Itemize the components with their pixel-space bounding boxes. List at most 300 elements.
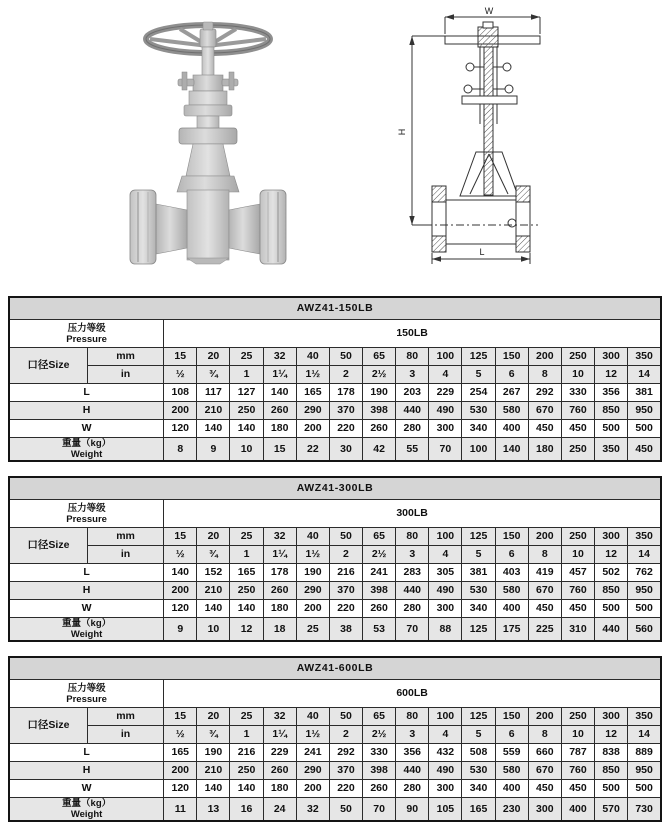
flange-left-section: [432, 186, 446, 252]
valve-body-section: [446, 152, 518, 244]
size-mm-value: 40: [296, 708, 329, 726]
dim-value: 200: [164, 582, 197, 600]
size-in-value: 1½: [296, 726, 329, 744]
pressure-label: 压力等级 Pressure: [9, 500, 164, 528]
dim-value: 10: [197, 618, 230, 642]
dim-value: 180: [528, 438, 561, 462]
dim-value: 580: [495, 762, 528, 780]
gate-valve-photo: [118, 12, 298, 268]
dim-value: 530: [462, 582, 495, 600]
dim-value: 292: [528, 384, 561, 402]
dim-value: 381: [628, 384, 661, 402]
dim-value: 450: [561, 780, 594, 798]
dim-value: 220: [329, 420, 362, 438]
dim-value: 210: [197, 582, 230, 600]
hub-right: [229, 204, 260, 254]
mm-label: mm: [87, 708, 163, 726]
spec-table-2: [8, 476, 662, 642]
dim-value: 55: [396, 438, 429, 462]
pressure-label: 压力等级 Pressure: [9, 680, 164, 708]
size-mm-value: 65: [363, 528, 396, 546]
flange-right-section: [516, 186, 530, 252]
size-in-value: 8: [528, 366, 561, 384]
size-mm-value: 125: [462, 348, 495, 366]
size-mm-value: 40: [296, 528, 329, 546]
size-mm-value: 20: [197, 708, 230, 726]
dim-value: 22: [296, 438, 329, 462]
dim-value: 241: [363, 564, 396, 582]
dim-value: 450: [561, 600, 594, 618]
dim-value: 280: [396, 780, 429, 798]
size-mm-value: 25: [230, 708, 263, 726]
dim-value: 300: [528, 798, 561, 822]
dim-value: 88: [429, 618, 462, 642]
size-in-value: 3: [396, 726, 429, 744]
size-mm-value: 20: [197, 348, 230, 366]
spec-tables-area: [0, 296, 670, 822]
pressure-label: 压力等级 Pressure: [9, 320, 164, 348]
hub-left: [156, 204, 187, 254]
dim-value: 340: [462, 420, 495, 438]
gate-valve-drawing: [392, 4, 574, 268]
size-in-value: 2: [329, 366, 362, 384]
mm-label: mm: [87, 528, 163, 546]
dim-label-H: H: [9, 582, 164, 600]
size-in-value: 3: [396, 366, 429, 384]
size-mm-value: 125: [462, 528, 495, 546]
size-mm-value: 65: [363, 708, 396, 726]
gate-valve-drawing-svg: [392, 4, 574, 268]
size-label: 口径Size: [9, 348, 87, 384]
dim-value: 200: [296, 780, 329, 798]
dim-value: 760: [561, 402, 594, 420]
dim-value: 53: [363, 618, 396, 642]
size-mm-value: 350: [628, 528, 661, 546]
size-mm-value: 350: [628, 708, 661, 726]
size-mm-value: 32: [263, 708, 296, 726]
in-label: in: [87, 726, 163, 744]
dim-value: 260: [363, 420, 396, 438]
dim-value: 16: [230, 798, 263, 822]
dim-value: 400: [495, 420, 528, 438]
dim-value: 140: [230, 600, 263, 618]
size-in-value: 2½: [363, 726, 396, 744]
dim-value: 175: [495, 618, 528, 642]
size-label: 口径Size: [9, 708, 87, 744]
dim-label-W: W: [9, 780, 164, 798]
dim-value: 340: [462, 780, 495, 798]
size-mm-value: 350: [628, 348, 661, 366]
weight-label: 重量（kg） Weight: [9, 438, 164, 462]
size-mm-value: 15: [164, 708, 197, 726]
dim-value: 580: [495, 582, 528, 600]
dim-value: 105: [429, 798, 462, 822]
dim-value: 140: [197, 600, 230, 618]
l-dimension-label: L: [479, 247, 485, 257]
dim-value: 220: [329, 780, 362, 798]
size-label: 口径Size: [9, 528, 87, 564]
dim-value: 11: [164, 798, 197, 822]
dim-value: 260: [263, 582, 296, 600]
dim-value: 450: [628, 438, 661, 462]
size-mm-value: 20: [197, 528, 230, 546]
dim-value: 42: [363, 438, 396, 462]
dim-value: 140: [495, 438, 528, 462]
size-mm-value: 50: [329, 708, 362, 726]
table-title: AWZ41-300LB: [9, 477, 661, 500]
dim-value: 300: [429, 600, 462, 618]
dim-value: 400: [495, 780, 528, 798]
drain-plug: [508, 219, 516, 227]
dim-value: 760: [561, 582, 594, 600]
dim-value: 670: [528, 582, 561, 600]
dim-value: 250: [230, 402, 263, 420]
dim-value: 530: [462, 762, 495, 780]
size-in-value: 10: [561, 366, 594, 384]
dim-value: 450: [528, 600, 561, 618]
dim-value: 760: [561, 762, 594, 780]
pressure-value: 600LB: [164, 680, 661, 708]
dim-value: 254: [462, 384, 495, 402]
size-in-value: 5: [462, 366, 495, 384]
dim-value: 370: [329, 762, 362, 780]
size-mm-value: 100: [429, 528, 462, 546]
dim-value: 210: [197, 402, 230, 420]
dim-value: 370: [329, 402, 362, 420]
dim-value: 180: [263, 780, 296, 798]
dim-value: 440: [595, 618, 628, 642]
dim-value: 190: [363, 384, 396, 402]
size-in-value: 1¼: [263, 726, 296, 744]
dim-value: 230: [495, 798, 528, 822]
dim-value: 25: [296, 618, 329, 642]
dim-value: 398: [363, 582, 396, 600]
dim-value: 838: [595, 744, 628, 762]
dim-value: 490: [429, 402, 462, 420]
dim-value: 950: [628, 402, 661, 420]
dim-value: 560: [628, 618, 661, 642]
weight-label: 重量（kg） Weight: [9, 798, 164, 822]
flange-left: [130, 190, 156, 264]
dim-value: 70: [396, 618, 429, 642]
size-in-value: 2: [329, 546, 362, 564]
size-mm-value: 65: [363, 348, 396, 366]
dim-value: 8: [164, 438, 197, 462]
dim-value: 12: [230, 618, 263, 642]
size-mm-value: 200: [528, 528, 561, 546]
dim-value: 330: [363, 744, 396, 762]
w-dimension-label: W: [484, 6, 494, 16]
spec-table-container-600lb: [0, 656, 670, 822]
dim-value: 140: [263, 384, 296, 402]
dim-value: 490: [429, 762, 462, 780]
dim-value: 381: [462, 564, 495, 582]
dim-value: 440: [396, 762, 429, 780]
dim-value: 660: [528, 744, 561, 762]
dim-value: 225: [528, 618, 561, 642]
dim-value: 450: [528, 780, 561, 798]
size-in-value: 1: [230, 726, 263, 744]
dim-value: 350: [595, 438, 628, 462]
weight-label: 重量（kg） Weight: [9, 618, 164, 642]
size-in-value: 8: [528, 726, 561, 744]
size-in-value: 5: [462, 546, 495, 564]
size-mm-value: 150: [495, 528, 528, 546]
size-in-value: 14: [628, 546, 661, 564]
size-mm-value: 300: [595, 528, 628, 546]
size-in-value: 2: [329, 726, 362, 744]
dim-value: 260: [263, 402, 296, 420]
size-in-value: ¾: [197, 546, 230, 564]
dim-value: 400: [495, 600, 528, 618]
size-in-value: 1: [230, 546, 263, 564]
dim-value: 241: [296, 744, 329, 762]
table-title: AWZ41-150LB: [9, 297, 661, 320]
dim-value: 730: [628, 798, 661, 822]
size-mm-value: 80: [396, 348, 429, 366]
dim-value: 283: [396, 564, 429, 582]
size-in-value: 6: [495, 546, 528, 564]
dim-value: 500: [595, 600, 628, 618]
dim-value: 280: [396, 420, 429, 438]
table-title: AWZ41-600LB: [9, 657, 661, 680]
size-in-value: 1½: [296, 366, 329, 384]
dim-value: 490: [429, 582, 462, 600]
dim-value: 120: [164, 780, 197, 798]
dim-value: 140: [197, 780, 230, 798]
dim-value: 140: [230, 420, 263, 438]
dim-value: 305: [429, 564, 462, 582]
size-mm-value: 32: [263, 528, 296, 546]
dim-value: 125: [462, 618, 495, 642]
size-in-value: 8: [528, 546, 561, 564]
dim-value: 210: [197, 762, 230, 780]
flange-right: [260, 190, 286, 264]
bonnet: [179, 116, 237, 176]
size-in-value: 2½: [363, 366, 396, 384]
dim-value: 140: [197, 420, 230, 438]
size-mm-value: 50: [329, 348, 362, 366]
size-mm-value: 80: [396, 528, 429, 546]
dim-value: 500: [628, 420, 661, 438]
dim-value: 450: [561, 420, 594, 438]
dim-value: 24: [263, 798, 296, 822]
size-in-value: 12: [595, 726, 628, 744]
dim-value: 260: [363, 600, 396, 618]
dim-value: 180: [263, 600, 296, 618]
dim-label-H: H: [9, 762, 164, 780]
stem: [202, 47, 214, 77]
stem-section: [480, 47, 497, 195]
size-in-value: ¾: [197, 726, 230, 744]
dim-value: 310: [561, 618, 594, 642]
dim-value: 216: [329, 564, 362, 582]
dim-value: 18: [263, 618, 296, 642]
dim-value: 260: [263, 762, 296, 780]
dim-value: 290: [296, 762, 329, 780]
dim-value: 50: [329, 798, 362, 822]
dim-value: 127: [230, 384, 263, 402]
dim-value: 500: [628, 600, 661, 618]
dim-value: 280: [396, 600, 429, 618]
dim-value: 70: [363, 798, 396, 822]
dim-value: 250: [561, 438, 594, 462]
size-in-value: 5: [462, 726, 495, 744]
dim-value: 180: [263, 420, 296, 438]
size-in-value: 6: [495, 366, 528, 384]
size-mm-value: 150: [495, 348, 528, 366]
dim-value: 850: [595, 582, 628, 600]
valve-body: [156, 176, 260, 264]
dim-value: 90: [396, 798, 429, 822]
dim-value: 370: [329, 582, 362, 600]
dim-value: 9: [164, 618, 197, 642]
size-mm-value: 15: [164, 528, 197, 546]
size-in-value: 10: [561, 546, 594, 564]
figure-area: [0, 0, 670, 296]
dim-value: 398: [363, 402, 396, 420]
dim-value: 500: [595, 420, 628, 438]
size-in-value: 1½: [296, 546, 329, 564]
dim-value: 190: [197, 744, 230, 762]
spec-table-container-300lb: [0, 476, 670, 642]
dim-value: 500: [595, 780, 628, 798]
dim-value: 200: [164, 762, 197, 780]
dim-value: 203: [396, 384, 429, 402]
size-mm-value: 50: [329, 528, 362, 546]
size-mm-value: 100: [429, 348, 462, 366]
dim-value: 340: [462, 600, 495, 618]
size-in-value: 14: [628, 726, 661, 744]
dim-value: 889: [628, 744, 661, 762]
dim-value: 267: [495, 384, 528, 402]
size-in-value: 1: [230, 366, 263, 384]
dim-label-L: L: [9, 564, 164, 582]
dim-value: 950: [628, 762, 661, 780]
size-mm-value: 150: [495, 708, 528, 726]
yoke-flange: [462, 96, 517, 104]
dim-value: 216: [230, 744, 263, 762]
yoke-packing: [178, 72, 238, 116]
dim-value: 178: [263, 564, 296, 582]
size-mm-value: 15: [164, 348, 197, 366]
size-in-value: 12: [595, 366, 628, 384]
size-in-value: 4: [429, 726, 462, 744]
dim-value: 152: [197, 564, 230, 582]
dim-value: 400: [561, 798, 594, 822]
size-in-value: 2½: [363, 546, 396, 564]
size-mm-value: 250: [561, 348, 594, 366]
dim-value: 38: [329, 618, 362, 642]
dim-value: 32: [296, 798, 329, 822]
dim-value: 140: [230, 780, 263, 798]
dim-value: 530: [462, 402, 495, 420]
size-in-value: 4: [429, 546, 462, 564]
spec-table-3: [8, 656, 662, 822]
dim-value: 200: [296, 600, 329, 618]
dim-value: 762: [628, 564, 661, 582]
size-in-value: 3: [396, 546, 429, 564]
dim-value: 117: [197, 384, 230, 402]
dim-value: 403: [495, 564, 528, 582]
size-in-value: 6: [495, 726, 528, 744]
dim-value: 229: [263, 744, 296, 762]
dim-value: 457: [561, 564, 594, 582]
dim-value: 250: [230, 582, 263, 600]
dim-value: 850: [595, 402, 628, 420]
pressure-value: 300LB: [164, 500, 661, 528]
dim-value: 292: [329, 744, 362, 762]
dim-label-L: L: [9, 384, 164, 402]
dim-value: 502: [595, 564, 628, 582]
dim-label-L: L: [9, 744, 164, 762]
size-mm-value: 25: [230, 348, 263, 366]
dim-label-H: H: [9, 402, 164, 420]
dim-value: 330: [561, 384, 594, 402]
size-mm-value: 250: [561, 528, 594, 546]
size-in-value: 4: [429, 366, 462, 384]
dim-value: 190: [296, 564, 329, 582]
size-mm-value: 125: [462, 708, 495, 726]
dim-value: 200: [164, 402, 197, 420]
dim-value: 120: [164, 600, 197, 618]
dim-value: 70: [429, 438, 462, 462]
dim-value: 15: [263, 438, 296, 462]
dim-value: 850: [595, 762, 628, 780]
dim-label-W: W: [9, 600, 164, 618]
dim-value: 9: [197, 438, 230, 462]
size-in-value: 14: [628, 366, 661, 384]
size-mm-value: 32: [263, 348, 296, 366]
size-in-value: ¾: [197, 366, 230, 384]
dim-value: 398: [363, 762, 396, 780]
handwheel-section: [445, 22, 540, 47]
dim-value: 440: [396, 402, 429, 420]
size-mm-value: 25: [230, 528, 263, 546]
spec-table-1: [8, 296, 662, 462]
size-mm-value: 40: [296, 348, 329, 366]
in-label: in: [87, 546, 163, 564]
size-in-value: ½: [164, 366, 197, 384]
in-label: in: [87, 366, 163, 384]
dim-value: 419: [528, 564, 561, 582]
dim-value: 10: [230, 438, 263, 462]
dim-value: 178: [329, 384, 362, 402]
dim-value: 356: [396, 744, 429, 762]
dim-value: 580: [495, 402, 528, 420]
dim-value: 570: [595, 798, 628, 822]
dim-value: 165: [462, 798, 495, 822]
dim-value: 290: [296, 582, 329, 600]
dim-value: 450: [528, 420, 561, 438]
size-mm-value: 200: [528, 708, 561, 726]
dim-value: 200: [296, 420, 329, 438]
dim-value: 140: [164, 564, 197, 582]
size-in-value: 12: [595, 546, 628, 564]
dim-value: 300: [429, 420, 462, 438]
dim-value: 100: [462, 438, 495, 462]
size-mm-value: 300: [595, 708, 628, 726]
dim-value: 165: [230, 564, 263, 582]
dim-value: 30: [329, 438, 362, 462]
dim-value: 950: [628, 582, 661, 600]
spec-table-container-150lb: [0, 296, 670, 462]
dim-value: 220: [329, 600, 362, 618]
dim-value: 108: [164, 384, 197, 402]
size-in-value: 10: [561, 726, 594, 744]
size-in-value: 1¼: [263, 366, 296, 384]
dim-value: 356: [595, 384, 628, 402]
